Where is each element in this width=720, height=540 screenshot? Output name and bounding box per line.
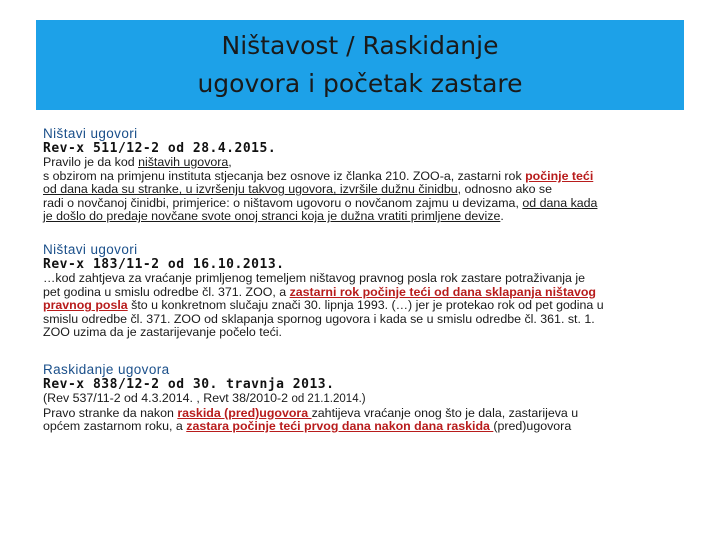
text-run: Pravilo je da kod	[43, 155, 139, 169]
text-run: pet godina u smislu odredbe čl. 371. ZOO, a	[43, 284, 290, 299]
text-run: zahtijeva vraćanje onog što je dala, zastarijeva u	[311, 405, 579, 420]
text-run: s obzirom na primjenu instituta stjecanja bez osnove iz članka 210. ZOO-a, zastarni rok	[43, 168, 526, 183]
highlighted-text: zastarni rok počinje teći od dana sklapanja ništavog	[289, 284, 596, 299]
text-run: (Rev 537/11-2 od 4.3.2014. , Revt 38/2010-2	[43, 390, 292, 405]
title-line-1: Ništavost / Raskidanje	[221, 31, 499, 60]
highlighted-text: pravnog posla	[43, 298, 128, 313]
highlighted-text: raskida (pred)ugovora	[177, 405, 312, 420]
section-nistavi-2	[43, 242, 683, 340]
slide-content	[43, 126, 683, 452]
section-nistavi-1	[43, 126, 683, 224]
section-raskidanje	[43, 362, 683, 434]
title-line-2: ugovora i početak zastare	[197, 69, 523, 98]
text-run: ,	[228, 155, 232, 169]
section-text	[43, 272, 683, 340]
case-reference: Rev-x 183/11-2 od 16.10.2013.	[43, 256, 285, 272]
text-run: općem zastarnom roku, a	[43, 419, 187, 434]
text-run: od 21.1.2014.)	[291, 392, 366, 405]
underlined-text: od dana kada	[522, 195, 598, 210]
section-heading: Raskidanje ugovora	[43, 361, 170, 377]
section-heading: Ništavi ugovori	[43, 241, 138, 257]
text-run: Pravo stranke da nakon	[43, 405, 178, 420]
text-run: što u konkretnom slučaju znači 30. lipnja 1993. (…) jer je protekao rok od pet godina u	[127, 298, 604, 313]
text-run: …kod zahtjeva za vraćanje primljenog temeljem ništavog pravnog posla rok zastare potraživanja je	[43, 270, 586, 285]
text-run: ZOO uzima da je zastarijevanje počelo teći.	[43, 325, 282, 340]
text-run: .	[500, 209, 504, 224]
section-text	[43, 156, 683, 224]
text-run: , odnosno ako se	[457, 182, 553, 197]
highlighted-text: zastara počinje teći prvog dana nakon dana raskida	[186, 419, 494, 434]
slide-title	[197, 27, 522, 103]
text-run: smislu odredbe čl. 371. ZOO od sklapanja spornog ugovora i kada se u smislu odredbe čl. 361. st. 1.	[43, 311, 595, 326]
section-heading: Ništavi ugovori	[43, 126, 138, 141]
underlined-text: ništavih ugovora	[138, 155, 229, 169]
text-run: radi o novčanoj činidbi, primjerice: o ništavom ugovoru o novčanom zajmu u devizama,	[43, 195, 523, 210]
case-reference: Rev-x 838/12-2 od 30. travnja 2013.	[43, 376, 335, 392]
text-run: (pred)ugovora	[493, 419, 572, 434]
case-reference: Rev-x 511/12-2 od 28.4.2015.	[43, 141, 277, 156]
highlighted-text: počinje teći	[525, 168, 594, 183]
underlined-text: je došlo do predaje novčane svote onoj stranci koja je dužna vratiti primljene devize	[43, 209, 501, 224]
section-text	[43, 392, 683, 434]
underlined-text: od dana kada su stranke, u izvršenju takvog ugovora, izvršile dužnu činidbu	[43, 182, 458, 197]
title-banner	[36, 20, 684, 110]
